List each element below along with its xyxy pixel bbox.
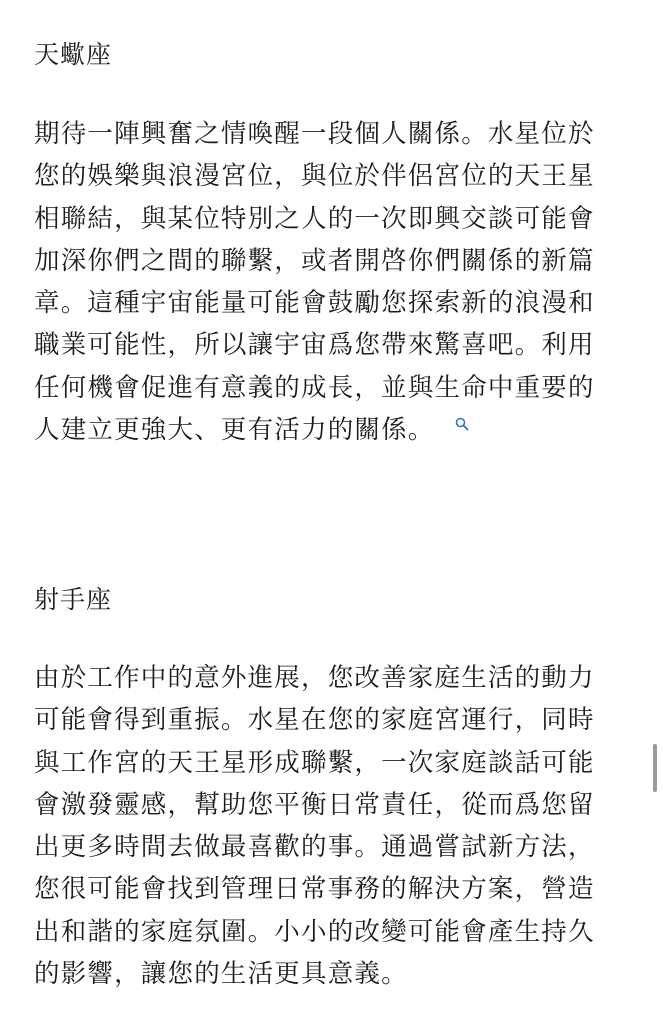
paragraph-line: 加深你們之間的聯繫，或者開啓你們關係的新篇 — [34, 245, 595, 276]
paragraph-line: 與工作宮的天王星形成聯繫，一次家庭談話可能 — [34, 747, 595, 778]
paragraph-line: 章。這種宇宙能量可能會鼓勵您探索新的浪漫和 — [34, 288, 595, 319]
paragraph-line: 您很可能會找到管理日常事務的解決方案，營造 — [34, 874, 595, 905]
paragraph-line: 職業可能性，所以讓宇宙爲您帶來驚喜吧。利用 — [34, 330, 595, 361]
scrollbar-track[interactable] — [652, 0, 658, 1024]
paragraph-line: 期待一陣興奮之情喚醒一段個人關係。水星位於 — [34, 119, 595, 149]
paragraph-line: 人建立更強大、更有活力的關係。 — [34, 415, 435, 446]
paragraph-line: 相聯結，與某位特別之人的一次即興交談可能會 — [34, 203, 595, 234]
paragraph-line: 的影響，讓您的生活更具意義。 — [34, 959, 408, 990]
section-body-sagittarius — [34, 657, 644, 995]
section-body-scorpio — [34, 113, 644, 451]
paragraph-line: 任何機會促進有意義的成長，並與生命中重要的 — [34, 372, 595, 403]
search-icon[interactable] — [455, 417, 469, 431]
section-title-sagittarius: 射手座 — [34, 585, 113, 614]
scrollbar-thumb[interactable] — [653, 744, 657, 792]
paragraph-line: 可能會得到重振。水星在您的家庭宮運行，同時 — [34, 705, 595, 736]
paragraph-line: 您的娛樂與浪漫宮位，與位於伴侶宮位的天王星 — [34, 161, 595, 192]
section-title-scorpio: 天蠍座 — [34, 40, 113, 69]
paragraph-line: 出更多時間去做最喜歡的事。通過嘗試新方法， — [34, 832, 595, 863]
paragraph-line: 由於工作中的意外進展，您改善家庭生活的動力 — [34, 663, 595, 693]
paragraph-line: 會激發靈感，幫助您平衡日常責任，從而爲您留 — [34, 789, 595, 820]
paragraph-line: 出和諧的家庭氛圍。小小的改變可能會產生持久 — [34, 916, 595, 947]
